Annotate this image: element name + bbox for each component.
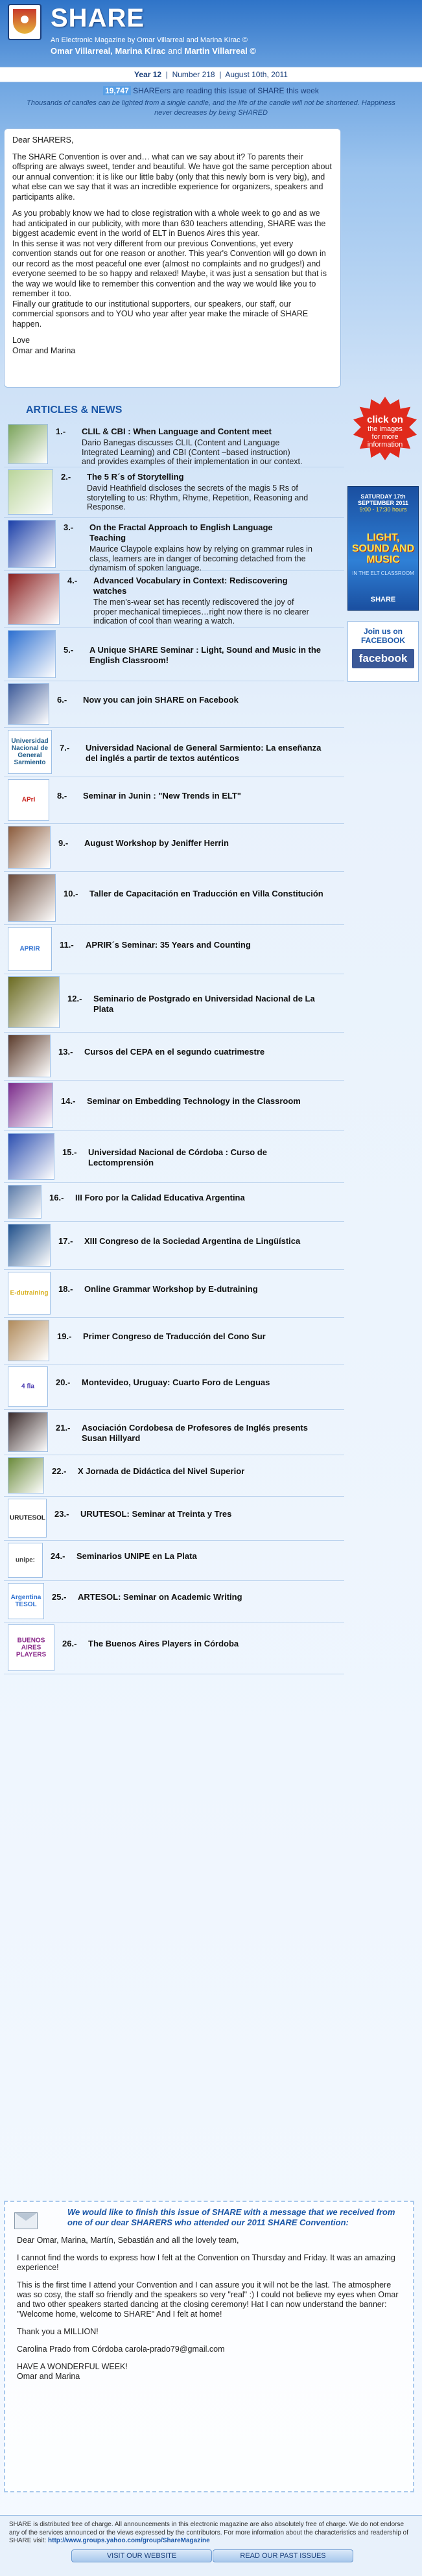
article-title-text: URUTESOL: Seminar at Treinta y Tres	[80, 1509, 232, 1519]
article-title-text: III Foro por la Calidad Educativa Argentina	[75, 1193, 245, 1202]
reader-letter-heading: We would like to finish this issue of SHARE with a message that we received from one of our dear SHARERS who attended our 2011 SHARE Convention:	[67, 2207, 395, 2227]
reader-letter-paragraph: I cannot find the words to express how I felt at the Convention on Thursday and Friday. It was an amazing experience!	[17, 2253, 395, 2272]
article-item[interactable]	[4, 1080, 344, 1131]
article-title-text: Primer Congreso de Traducción del Cono Sur	[83, 1331, 266, 1341]
article-item[interactable]	[4, 777, 344, 824]
logo-text: Universidad Nacional de General Sarmiento	[10, 738, 50, 766]
artesol-logo-icon[interactable]	[8, 1583, 44, 1619]
article-title[interactable]	[56, 1423, 328, 1445]
fla-logo-icon[interactable]	[8, 1366, 48, 1407]
burst-line: click on	[367, 414, 403, 425]
article-item[interactable]	[4, 421, 344, 467]
reader-letter-paragraph: This is the first time I attend your Convention and I can assure you it will not be the last. The atmosphere was so cosy, the staff so friendly and the speakers so very "real" :) I could not believe my eyes when Omar and two other speakers started dancing at the closing ceremony! Hat I can now understand the banner: "Welcome home, welcome to SHARE" And I felt at home!	[17, 2280, 399, 2319]
article-number: 26.-	[62, 1639, 77, 1648]
letter-paragraph: As you probably know we had to close registration with a whole week to go and as we had anticipated in our publicity, with more than 630 teachers attending, SHARE was the biggest academic event in the world of ELT in Buenos Aires this year.	[12, 209, 326, 238]
building-photo-icon[interactable]	[8, 1185, 41, 1219]
article-number: 15.-	[62, 1147, 77, 1157]
issue-number: Number 218	[172, 70, 215, 79]
article-item[interactable]	[4, 871, 344, 925]
person-photo-icon[interactable]	[8, 826, 51, 869]
article-item[interactable]	[4, 1130, 344, 1183]
article-item[interactable]	[4, 627, 344, 681]
article-title[interactable]	[62, 1639, 334, 1661]
people-photo-icon[interactable]	[8, 1457, 44, 1493]
promo-date: SATURDAY 17th SEPTEMBER 2011	[357, 493, 409, 506]
article-item[interactable]	[4, 570, 344, 628]
footer-text: SHARE is distributed free of charge. All announcements in this electronic magazine are also absolutely free of charge. We do not endorse any of the services announced or the views expressed by the contributors. For more information about the characteristics and readership of SHARE visit:	[9, 2521, 408, 2544]
readers-count	[0, 86, 422, 95]
article-title-text: The Buenos Aires Players in Córdoba	[88, 1639, 239, 1648]
articles-section-title: ARTICLES & NEWS	[26, 404, 123, 416]
article-title-text: ARTESOL: Seminar on Academic Writing	[78, 1592, 242, 1602]
burst-line: for more	[371, 433, 399, 441]
promo-brand: SHARE	[370, 596, 396, 603]
article-number: 24.-	[51, 1551, 65, 1561]
article-title-text: Advanced Vocabulary in Context: Rediscovering watches	[93, 576, 288, 596]
reader-letter-closing: HAVE A WONDERFUL WEEK!	[17, 2362, 128, 2371]
article-number: 9.-	[58, 838, 69, 848]
article-title[interactable]	[57, 791, 329, 813]
article-item[interactable]	[4, 467, 344, 518]
article-item[interactable]	[4, 1317, 344, 1364]
logo-text: unipe:	[10, 1557, 41, 1564]
tagline: An Electronic Magazine by Omar Villarreal and Marina Kirac ©	[51, 36, 248, 44]
seminar-promo-banner[interactable]	[347, 486, 419, 611]
aprir-logo-icon[interactable]	[8, 927, 52, 971]
reader-letter-greeting: Dear Omar, Marina, Martín, Sebastián and all the lovely team,	[17, 2236, 239, 2245]
article-title[interactable]	[64, 645, 336, 667]
article-item[interactable]	[4, 727, 344, 777]
footer-disclaimer	[9, 2521, 414, 2546]
article-description: Maurice Claypole explains how by relying on grammar rules in class, learners are in danger of becoming detached from the dynamism of spoken language.	[89, 544, 312, 572]
fractal-image-icon[interactable]	[8, 520, 56, 568]
issue-bar	[0, 67, 422, 82]
article-title[interactable]	[56, 1377, 328, 1399]
article-title[interactable]	[51, 1551, 323, 1573]
article-item[interactable]	[4, 1622, 344, 1674]
burst-text	[362, 415, 408, 449]
article-title[interactable]	[52, 1466, 324, 1488]
readers-number: 19,747	[103, 86, 131, 95]
article-title[interactable]	[49, 1193, 322, 1215]
facebook-logo-icon[interactable]: facebook	[352, 649, 414, 668]
article-title[interactable]	[62, 1147, 334, 1169]
reader-letter-signature: Carolina Prado from Córdoba carola-prado79@gmail.com	[17, 2345, 225, 2354]
article-number: 21.-	[56, 1423, 71, 1433]
editors	[51, 46, 256, 56]
article-title[interactable]	[57, 695, 329, 717]
article-number: 5.-	[64, 645, 74, 655]
article-title[interactable]	[54, 1509, 327, 1531]
editors-and: and	[168, 46, 182, 56]
letter-paragraph: Finally our gratitude to our institutional supporters, our speakers, our staff, our commercial sponsors and to YOU who year after year make the miracle of SHARE happen.	[12, 299, 309, 329]
readers-text: SHAREers are reading this issue of SHARE this week	[133, 86, 319, 95]
logo-text: 4 fla	[10, 1383, 46, 1390]
article-title[interactable]	[58, 838, 331, 860]
house-logo-icon[interactable]	[8, 1083, 53, 1128]
article-number: 1.-	[56, 427, 66, 436]
reader-letter-body	[17, 2236, 399, 2389]
article-title-text: Seminar on Embedding Technology in the Classroom	[87, 1096, 301, 1106]
article-title-text: Montevideo, Uruguay: Cuarto Foro de Lenguas	[82, 1377, 270, 1387]
article-item[interactable]	[4, 1409, 344, 1455]
article-title-text: Taller de Capacitación en Traducción en Villa Constitución	[89, 889, 323, 898]
article-number: 19.-	[57, 1331, 72, 1341]
article-description: The men's-wear set has recently rediscovered the joy of proper mechanical timepieces…right now there is no clearer indication of cool than wearing a watch.	[93, 598, 309, 626]
article-item[interactable]	[4, 924, 344, 974]
editorial-letter	[4, 128, 341, 388]
article-title-text: On the Fractal Approach to English Language Teaching	[89, 522, 273, 543]
article-title[interactable]	[61, 1096, 333, 1118]
reader-letter	[4, 2201, 414, 2492]
hand-photo-icon[interactable]	[8, 1320, 49, 1361]
article-number: 13.-	[58, 1047, 73, 1057]
letter-paragraph: The SHARE Convention is over and… what can we say about it? To parents their offspring are always sweet, tender and beautiful. We have got the same perception about our annual convention: it is like our little baby (only that this newly born is very big), and what else can we say that it was an incredible experience for organizers, speakers and participants alike.	[12, 152, 332, 202]
footer	[0, 2515, 422, 2576]
burst-line: information	[367, 441, 403, 449]
burst-line: the images	[368, 425, 403, 433]
article-number: 11.-	[60, 940, 74, 950]
article-item[interactable]	[4, 1580, 344, 1622]
article-title-text: XIII Congreso de la Sociedad Argentina de Lingüística	[84, 1236, 301, 1246]
issue-separator: |	[165, 70, 168, 79]
article-title-text: X Jornada de Didáctica del Nivel Superior	[78, 1466, 245, 1476]
share-logo-icon	[8, 4, 41, 40]
article-title-text: Seminar in Junin : "New Trends in ELT"	[83, 791, 241, 801]
visit-website-button[interactable]: VISIT OUR WEBSITE	[71, 2549, 212, 2562]
article-number: 14.-	[61, 1096, 76, 1106]
article-title[interactable]	[58, 1047, 331, 1069]
reader-letter-paragraph: Thank you a MILLION!	[17, 2327, 99, 2336]
reader-letter-editors: Omar and Marina	[17, 2372, 80, 2381]
facebook-logo-icon[interactable]	[8, 683, 49, 725]
past-issues-button[interactable]: READ OUR PAST ISSUES	[213, 2549, 353, 2562]
book-logo-icon[interactable]	[8, 1133, 54, 1180]
seal-logo-icon[interactable]	[8, 976, 60, 1028]
article-title-text: August Workshop by Jeniffer Herrin	[84, 838, 229, 848]
article-title[interactable]	[57, 1331, 329, 1353]
article-item[interactable]	[4, 1182, 344, 1222]
unipe-logo-icon[interactable]	[8, 1543, 43, 1578]
article-title-text: CLIL & CBI : When Language and Content meet	[82, 427, 272, 436]
article-title-text: Seminarios UNIPE en La Plata	[76, 1551, 197, 1561]
seminar-banner-icon[interactable]	[8, 630, 56, 678]
edutraining-logo-icon[interactable]	[8, 1272, 51, 1315]
letter-signature: Omar and Marina	[12, 345, 76, 355]
footer-link[interactable]: http://www.groups.yahoo.com/group/ShareMagazine	[48, 2537, 210, 2544]
article-item[interactable]	[4, 1032, 344, 1081]
article-number: 20.-	[56, 1377, 71, 1387]
article-title[interactable]	[64, 522, 336, 544]
logo-text: E-dutraining	[10, 1289, 49, 1297]
article-title[interactable]	[67, 576, 340, 598]
person-photo-icon[interactable]	[8, 424, 48, 464]
article-number: 8.-	[57, 791, 67, 801]
article-title-text: Asociación Cordobesa de Profesores de Inglés presents Susan Hillyard	[82, 1423, 308, 1443]
issue-year: Year 12	[134, 70, 162, 79]
article-title[interactable]	[60, 940, 332, 962]
article-number: 3.-	[64, 522, 74, 532]
person-photo-icon[interactable]	[8, 874, 56, 922]
article-number: 6.-	[57, 695, 67, 705]
article-item[interactable]	[4, 974, 344, 1033]
article-number: 10.-	[64, 889, 78, 898]
article-title-text: Universidad Nacional de Córdoba : Curso de Lectomprensión	[88, 1147, 267, 1167]
article-number: 12.-	[67, 994, 82, 1003]
article-item[interactable]	[4, 1269, 344, 1318]
article-number: 25.-	[52, 1592, 67, 1602]
letter-closing: Love	[12, 336, 30, 345]
promo-subtitle: IN THE ELT CLASSROOM	[352, 570, 414, 576]
article-title[interactable]	[67, 994, 340, 1016]
article-number: 2.-	[61, 472, 71, 482]
letter-paragraph: In this sense it was not very different from our previous Conventions, yet every convention stands out for one reason or another. This year's Convention will go down in our record as the most peaceful one ever (almost no complaints and no grudges!) and everyone seemed to be so happy and relaxed! Maybe, it was just a sensation but that is the way we would like to remember this convention and the way we would like you to remember it too.	[12, 239, 327, 298]
article-number: 18.-	[58, 1284, 73, 1294]
article-description: Dario Banegas discusses CLIL (Content and Language Integrated Learning) and CBI (Content –based instruction) and provides examples of their implementation in our context.	[82, 438, 303, 466]
issue-separator: |	[219, 70, 222, 79]
header	[0, 0, 422, 65]
article-number: 16.-	[49, 1193, 64, 1202]
editors-suffix: Martin Villarreal ©	[184, 46, 256, 56]
article-item[interactable]	[4, 1540, 344, 1581]
article-title-text: The 5 R´s of Storytelling	[87, 472, 184, 482]
article-title[interactable]	[60, 743, 332, 765]
watch-image-icon[interactable]	[8, 573, 60, 625]
article-number: 7.-	[60, 743, 70, 753]
promo-title: LIGHT, SOUND AND MUSIC	[351, 532, 415, 565]
person-photo-icon[interactable]	[8, 469, 53, 515]
players-poster-icon[interactable]	[8, 1624, 54, 1671]
promo-hours: 9:00 - 17:30 hours	[359, 506, 407, 513]
article-item[interactable]	[4, 517, 344, 571]
apri-logo-icon[interactable]	[8, 779, 49, 821]
seal-logo-icon[interactable]	[8, 1224, 51, 1267]
article-number: 17.-	[58, 1236, 73, 1246]
article-title[interactable]	[58, 1236, 331, 1258]
article-item[interactable]	[4, 1221, 344, 1270]
article-title-text: APRIR´s Seminar: 35 Years and Counting	[86, 940, 251, 950]
article-title[interactable]	[52, 1592, 324, 1614]
article-title-text: Now you can join SHARE on Facebook	[83, 695, 239, 705]
facebook-join-text: Join us on FACEBOOK	[360, 627, 405, 645]
article-title-text: Universidad Nacional de General Sarmiento: La enseñanza del inglés a partir de textos auténticos	[86, 743, 322, 763]
issue-date: August 10th, 2011	[225, 70, 288, 79]
logo-text: URUTESOL	[10, 1514, 45, 1522]
article-title[interactable]	[58, 1284, 331, 1306]
logo-text: APrI	[10, 797, 47, 804]
envelope-icon	[14, 2212, 38, 2229]
article-description: David Heathfield discloses the secrets of the magis 5 Rs of storytelling to us: Rhythm, Rhyme, Repetition, Reasoning and Response.	[87, 484, 309, 511]
logo-text: BUENOS AIRES PLAYERS	[10, 1637, 53, 1659]
university-logo-icon[interactable]	[8, 730, 52, 774]
article-number: 4.-	[67, 576, 78, 585]
person-photo-icon[interactable]	[8, 1412, 48, 1452]
article-number: 22.-	[52, 1466, 67, 1476]
logo-text: Argentina TESOL	[10, 1594, 41, 1608]
article-item[interactable]	[4, 681, 344, 728]
article-title-text: A Unique SHARE Seminar : Light, Sound and Music in the English Classroom!	[89, 645, 322, 665]
urutesol-logo-icon[interactable]	[8, 1499, 47, 1538]
people-photo-icon[interactable]	[8, 1035, 51, 1077]
article-title-text: Online Grammar Workshop by E-dutraining	[84, 1284, 258, 1294]
article-number: 23.-	[54, 1509, 69, 1519]
article-title[interactable]	[64, 889, 336, 911]
article-item[interactable]	[4, 1496, 344, 1541]
brand-title: SHARE	[51, 4, 145, 32]
article-item[interactable]	[4, 1364, 344, 1410]
click-images-burst	[353, 397, 417, 460]
article-item[interactable]	[4, 1455, 344, 1497]
candle-quote: Thousands of candles can be lighted from a single candle, and the life of the candle will not be shortened. Happiness never decreases by being SHARED	[27, 99, 395, 117]
logo-text: APRIR	[10, 946, 50, 953]
editors-names: Omar Villarreal, Marina Kirac	[51, 46, 166, 56]
article-title-text: Cursos del CEPA en el segundo cuatrimestre	[84, 1047, 265, 1057]
article-item[interactable]	[4, 823, 344, 872]
article-title-text: Seminario de Postgrado en Universidad Nacional de La Plata	[93, 994, 315, 1014]
letter-greeting: Dear SHARERS,	[12, 135, 74, 145]
facebook-sidebar[interactable]	[347, 621, 419, 682]
